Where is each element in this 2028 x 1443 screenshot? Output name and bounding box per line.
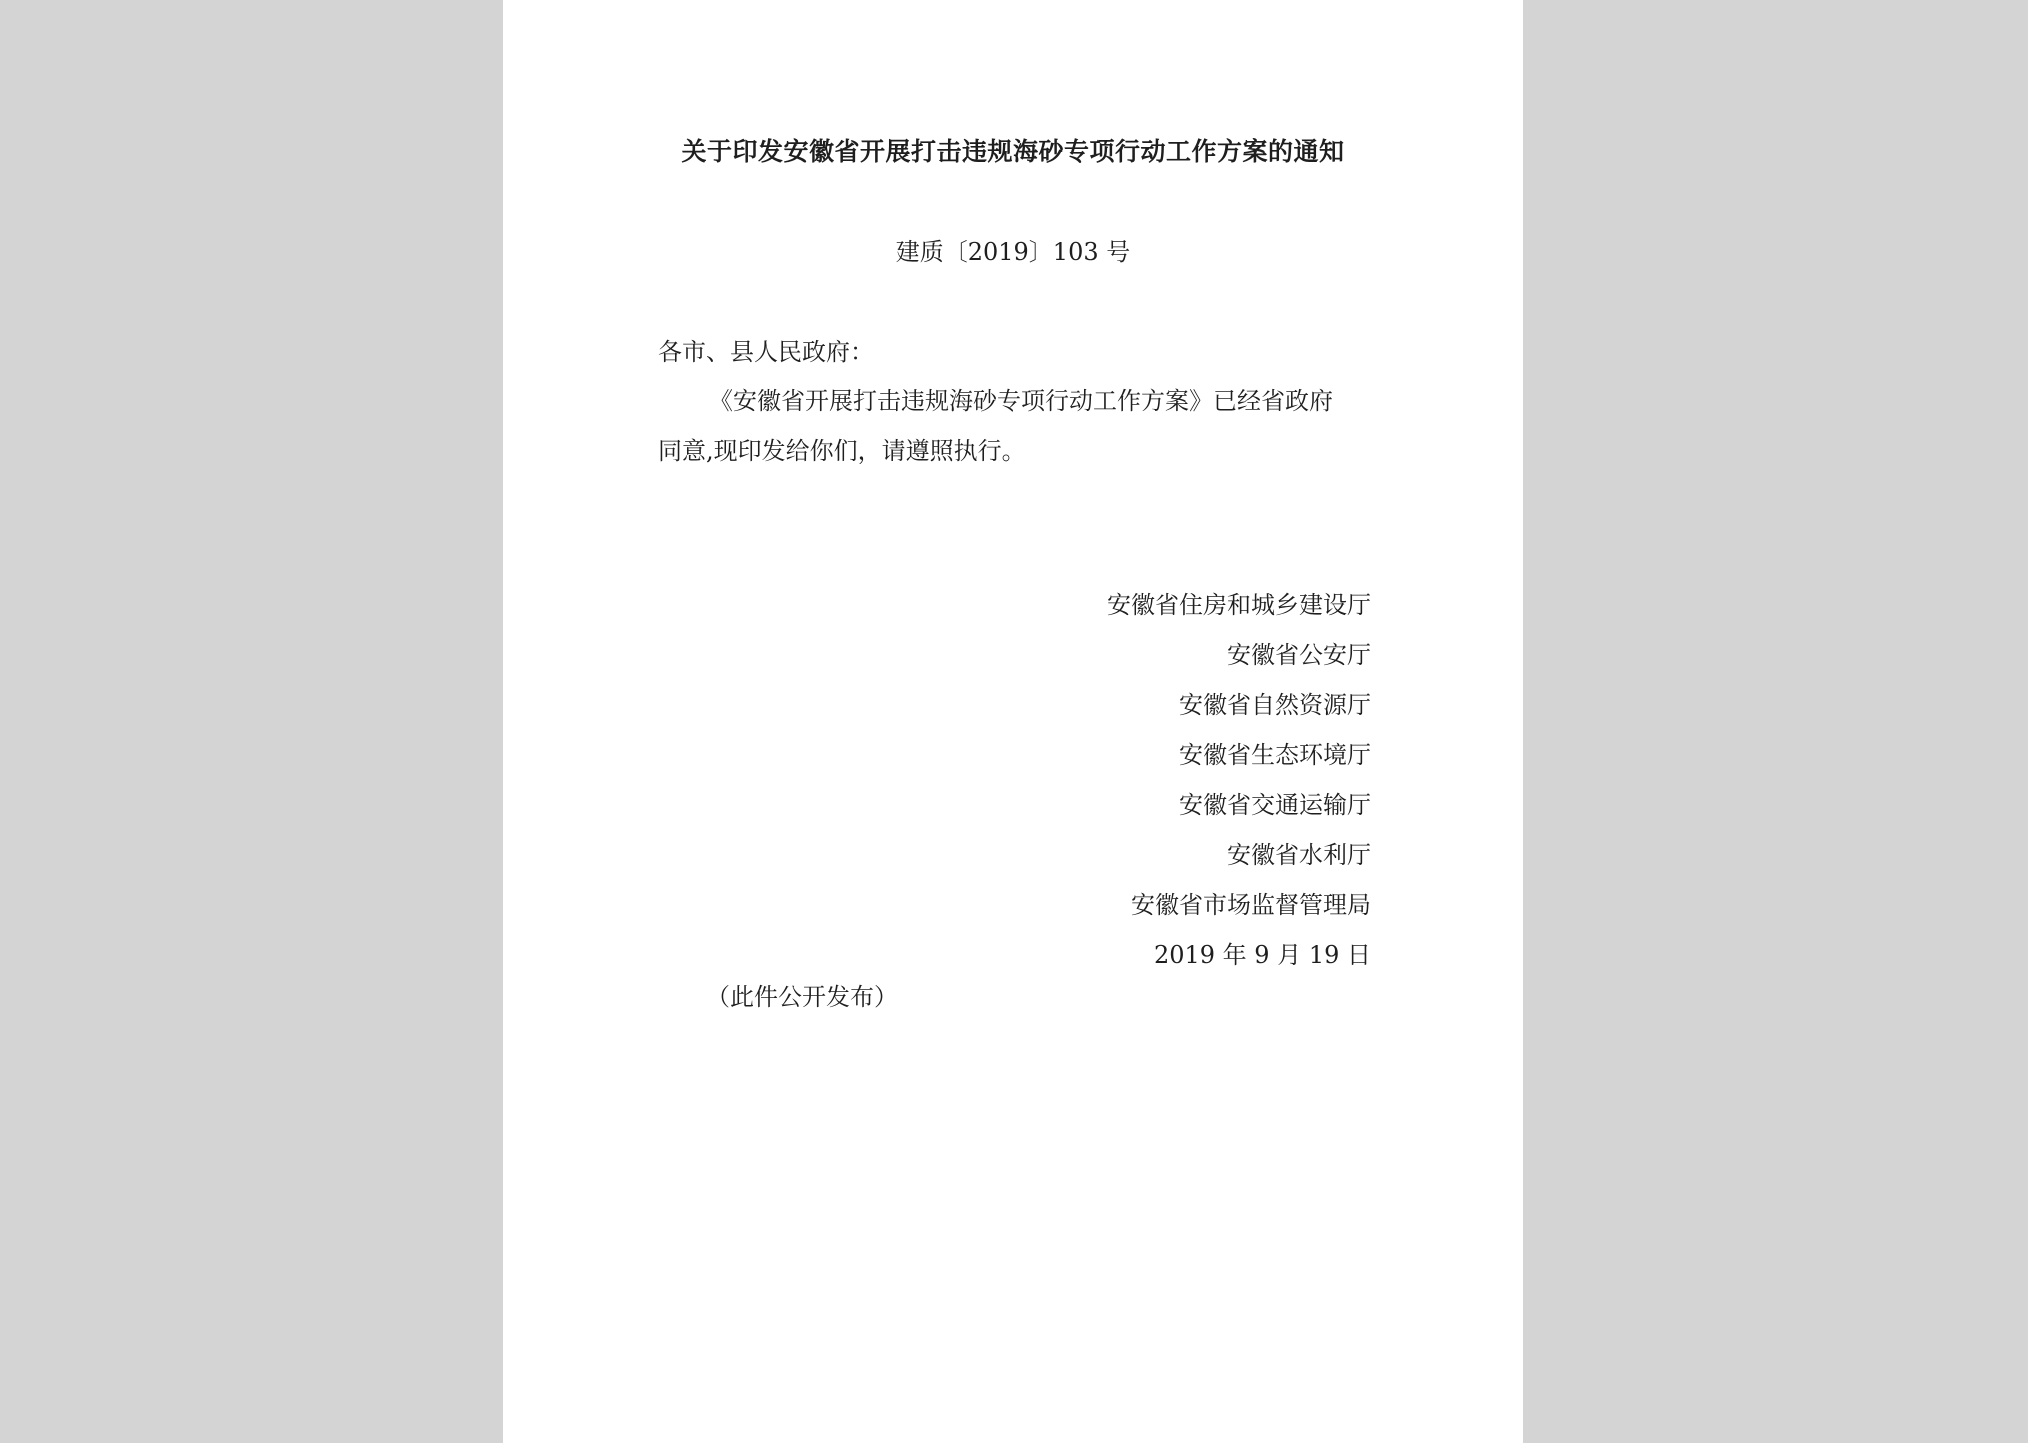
body-line-1: 《安徽省开展打击违规海砂专项行动工作方案》已经省政府 <box>709 387 1333 415</box>
document-number: 建质〔2019〕103 号 <box>895 238 1131 266</box>
signatory-water-resources: 安徽省水利厅 <box>1227 841 1371 869</box>
salutation: 各市、县人民政府： <box>658 338 874 366</box>
signatory-ecology-environment: 安徽省生态环境厅 <box>1179 741 1371 769</box>
signatory-natural-resources: 安徽省自然资源厅 <box>1179 691 1371 719</box>
signatory-market-regulation: 安徽省市场监督管理局 <box>1131 891 1371 919</box>
signatory-transport: 安徽省交通运输厅 <box>1179 791 1371 819</box>
document-page <box>503 0 1523 1443</box>
signatory-public-security: 安徽省公安厅 <box>1227 641 1371 669</box>
signature-block <box>1107 580 1371 980</box>
publication-note: （此件公开发布） <box>706 983 898 1011</box>
document-title: 关于印发安徽省开展打击违规海砂专项行动工作方案的通知 <box>681 137 1345 166</box>
document-date: 2019 年 9 月 19 日 <box>1153 941 1371 969</box>
body-line-2: 同意,现印发给你们，请遵照执行。 <box>658 437 1026 465</box>
signatory-housing: 安徽省住房和城乡建设厅 <box>1107 591 1371 619</box>
